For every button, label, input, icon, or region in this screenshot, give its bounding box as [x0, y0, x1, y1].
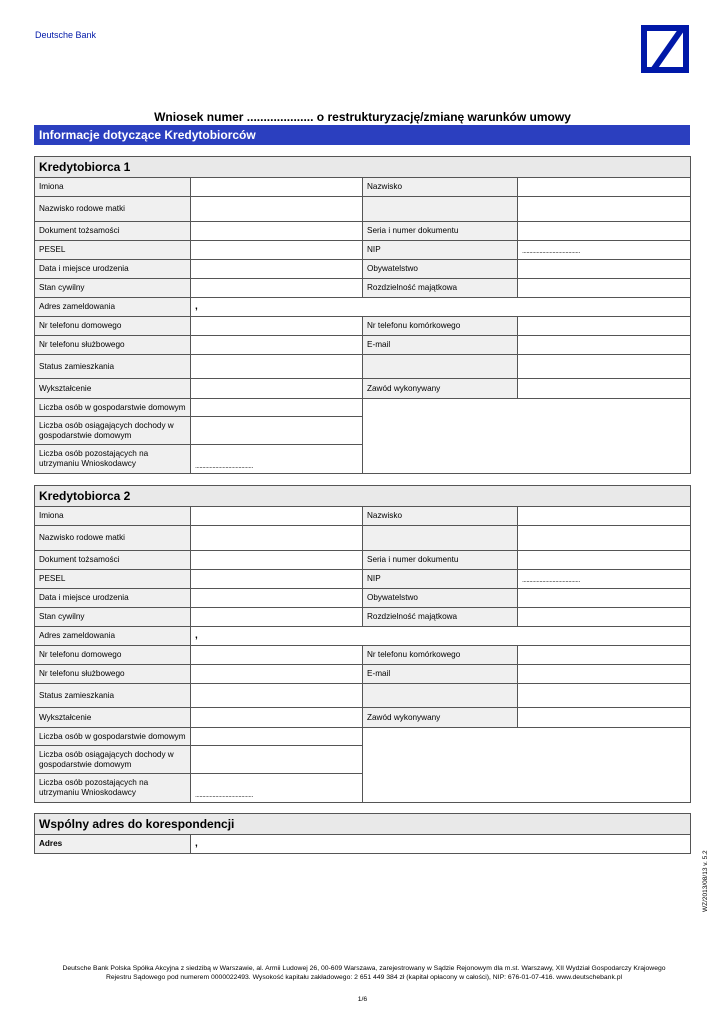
field-nazwisko-rodowe[interactable]	[191, 197, 363, 222]
field-osoby-dochody[interactable]	[191, 417, 363, 445]
footer-legal	[34, 964, 694, 982]
field-nazwisko[interactable]	[518, 178, 691, 197]
field-email[interactable]	[518, 336, 691, 355]
label-seria: Seria i numer dokumentu	[363, 222, 518, 241]
label-nazwisko: Nazwisko	[363, 178, 518, 197]
field-nip[interactable]	[518, 241, 691, 260]
borrower-2-heading: Kredytobiorca 2	[35, 486, 691, 507]
label-nazwisko-rodowe: Nazwisko rodowe matki	[35, 197, 191, 222]
field-seria[interactable]	[518, 551, 691, 570]
label-nip: NIP	[363, 241, 518, 260]
label-osoby-gospodarstwo: Liczba osób w gospodarstwie domowym	[35, 728, 191, 746]
label-zawod: Zawód wykonywany	[363, 379, 518, 399]
borrower-1-heading: Kredytobiorca 1	[35, 157, 691, 178]
label-email: E-mail	[363, 336, 518, 355]
field-wyksztalcenie[interactable]	[191, 379, 363, 399]
document-title: Wniosek numer .................... o restrukturyzację/zmianę warunków umowy	[154, 110, 571, 124]
label-stan-cywilny: Stan cywilny	[35, 608, 191, 627]
field-nip[interactable]	[518, 570, 691, 589]
field-zawod[interactable]	[518, 379, 691, 399]
field-seria[interactable]	[518, 222, 691, 241]
field-osoby-utrzymanie[interactable]	[191, 445, 363, 474]
field-zawod[interactable]	[518, 708, 691, 728]
label-imiona: Imiona	[35, 178, 191, 197]
label-nazwisko-rodowe: Nazwisko rodowe matki	[35, 526, 191, 551]
label-obywatelstwo: Obywatelstwo	[363, 260, 518, 279]
label-obywatelstwo: Obywatelstwo	[363, 589, 518, 608]
label-osoby-utrzymanie: Liczba osób pozostających na utrzymaniu Wnioskodawcy	[35, 774, 191, 803]
label-osoby-dochody: Liczba osób osiągających dochody w gospodarstwie domowym	[35, 746, 191, 774]
field-nazwisko-rodowe[interactable]	[191, 526, 363, 551]
label-nip: NIP	[363, 570, 518, 589]
correspondence-heading: Wspólny adres do korespondencji	[35, 814, 691, 835]
correspondence-section	[34, 813, 690, 854]
label-tel-komorkowy: Nr telefonu komórkowego	[363, 646, 518, 665]
field-tel-domowy[interactable]	[191, 317, 363, 336]
page-number: 1/6	[357, 996, 368, 1003]
label-tel-domowy: Nr telefonu domowego	[35, 317, 191, 336]
footer-line-2: Rejestru Sądowego pod numerem 0000022493. Wysokość kapitału zakładowego: 2 651 449 384 zł (kapitał opłacony w całości), NIP: 676-01-07-416. www.deutschebank.pl	[105, 974, 623, 981]
field-pesel[interactable]	[191, 570, 363, 589]
field-rozdzielnosc[interactable]	[518, 279, 691, 298]
label-adres-zameldowania: Adres zameldowania	[35, 627, 191, 646]
label-dokument: Dokument tożsamości	[35, 222, 191, 241]
label-tel-domowy: Nr telefonu domowego	[35, 646, 191, 665]
nip-dots: ........................................	[522, 577, 580, 584]
field-tel-domowy[interactable]	[191, 646, 363, 665]
field-urodzenie[interactable]	[191, 589, 363, 608]
field-imiona[interactable]	[191, 507, 363, 526]
field-dokument[interactable]	[191, 551, 363, 570]
adres-separator: ,	[195, 838, 198, 849]
field-osoby-utrzymanie[interactable]	[191, 774, 363, 803]
label-email: E-mail	[363, 665, 518, 684]
field-dokument[interactable]	[191, 222, 363, 241]
label-pesel: PESEL	[35, 241, 191, 260]
label-adres-zameldowania: Adres zameldowania	[35, 298, 191, 317]
field-obywatelstwo[interactable]	[518, 260, 691, 279]
label-urodzenie: Data i miejsce urodzenia	[35, 260, 191, 279]
utrzymanie-dots: ........................................	[195, 792, 253, 799]
label-osoby-dochody: Liczba osób osiągających dochody w gospodarstwie domowym	[35, 417, 191, 445]
borrower-1-section	[34, 156, 690, 474]
label-status-zamieszkania: Status zamieszkania	[35, 684, 191, 708]
label-osoby-utrzymanie: Liczba osób pozostających na utrzymaniu Wnioskodawcy	[35, 445, 191, 474]
field-status-zamieszkania[interactable]	[191, 355, 363, 379]
nip-dots: ........................................	[522, 248, 580, 255]
footer-line-1: Deutsche Bank Polska Spółka Akcyjna z siedzibą w Warszawie, al. Armii Ludowej 26, 00-609 Warszawa, zarejestrowany w Sądzie Rejonowym dla m.st. Warszawy, XII Wydział Gospodarczy Krajowego	[62, 965, 666, 972]
field-adres-zameldowania[interactable]	[191, 298, 691, 317]
field-nazwisko[interactable]	[518, 507, 691, 526]
label-urodzenie: Data i miejsce urodzenia	[35, 589, 191, 608]
field-adres-zameldowania[interactable]	[191, 627, 691, 646]
field-email[interactable]	[518, 665, 691, 684]
borrower-2-section	[34, 485, 690, 803]
adres-separator: ,	[195, 301, 198, 312]
field-stan-cywilny[interactable]	[191, 279, 363, 298]
field-wyksztalcenie[interactable]	[191, 708, 363, 728]
field-tel-sluzbowy[interactable]	[191, 665, 363, 684]
label-wyksztalcenie: Wykształcenie	[35, 708, 191, 728]
field-pesel[interactable]	[191, 241, 363, 260]
field-imiona[interactable]	[191, 178, 363, 197]
label-nazwisko: Nazwisko	[363, 507, 518, 526]
label-zawod: Zawód wykonywany	[363, 708, 518, 728]
label-stan-cywilny: Stan cywilny	[35, 279, 191, 298]
label-tel-komorkowy: Nr telefonu komórkowego	[363, 317, 518, 336]
field-stan-cywilny[interactable]	[191, 608, 363, 627]
field-obywatelstwo[interactable]	[518, 589, 691, 608]
field-osoby-dochody[interactable]	[191, 746, 363, 774]
label-pesel: PESEL	[35, 570, 191, 589]
field-tel-komorkowy[interactable]	[518, 646, 691, 665]
label-tel-sluzbowy: Nr telefonu służbowego	[35, 336, 191, 355]
field-urodzenie[interactable]	[191, 260, 363, 279]
field-tel-sluzbowy[interactable]	[191, 336, 363, 355]
label-wyksztalcenie: Wykształcenie	[35, 379, 191, 399]
label-rozdzielnosc: Rozdzielność majątkowa	[363, 279, 518, 298]
field-osoby-gospodarstwo[interactable]	[191, 728, 363, 746]
label-dokument: Dokument tożsamości	[35, 551, 191, 570]
label-imiona: Imiona	[35, 507, 191, 526]
deutsche-bank-logo	[641, 25, 689, 73]
section-heading: Informacje dotyczące Kredytobiorców	[34, 125, 690, 145]
adres-separator: ,	[195, 630, 198, 641]
label-status-zamieszkania: Status zamieszkania	[35, 355, 191, 379]
field-osoby-gospodarstwo[interactable]	[191, 399, 363, 417]
label-osoby-gospodarstwo: Liczba osób w gospodarstwie domowym	[35, 399, 191, 417]
label-seria: Seria i numer dokumentu	[363, 551, 518, 570]
field-rozdzielnosc[interactable]	[518, 608, 691, 627]
form-version-code: WZ/2013/08/13 v. 5.2	[702, 850, 709, 912]
field-adres-korespondencji[interactable]	[191, 835, 691, 854]
label-tel-sluzbowy: Nr telefonu służbowego	[35, 665, 191, 684]
field-status-zamieszkania[interactable]	[191, 684, 363, 708]
brand-name: Deutsche Bank	[35, 30, 97, 40]
utrzymanie-dots: ........................................	[195, 463, 253, 470]
field-tel-komorkowy[interactable]	[518, 317, 691, 336]
label-adres: Adres	[35, 835, 191, 854]
label-rozdzielnosc: Rozdzielność majątkowa	[363, 608, 518, 627]
